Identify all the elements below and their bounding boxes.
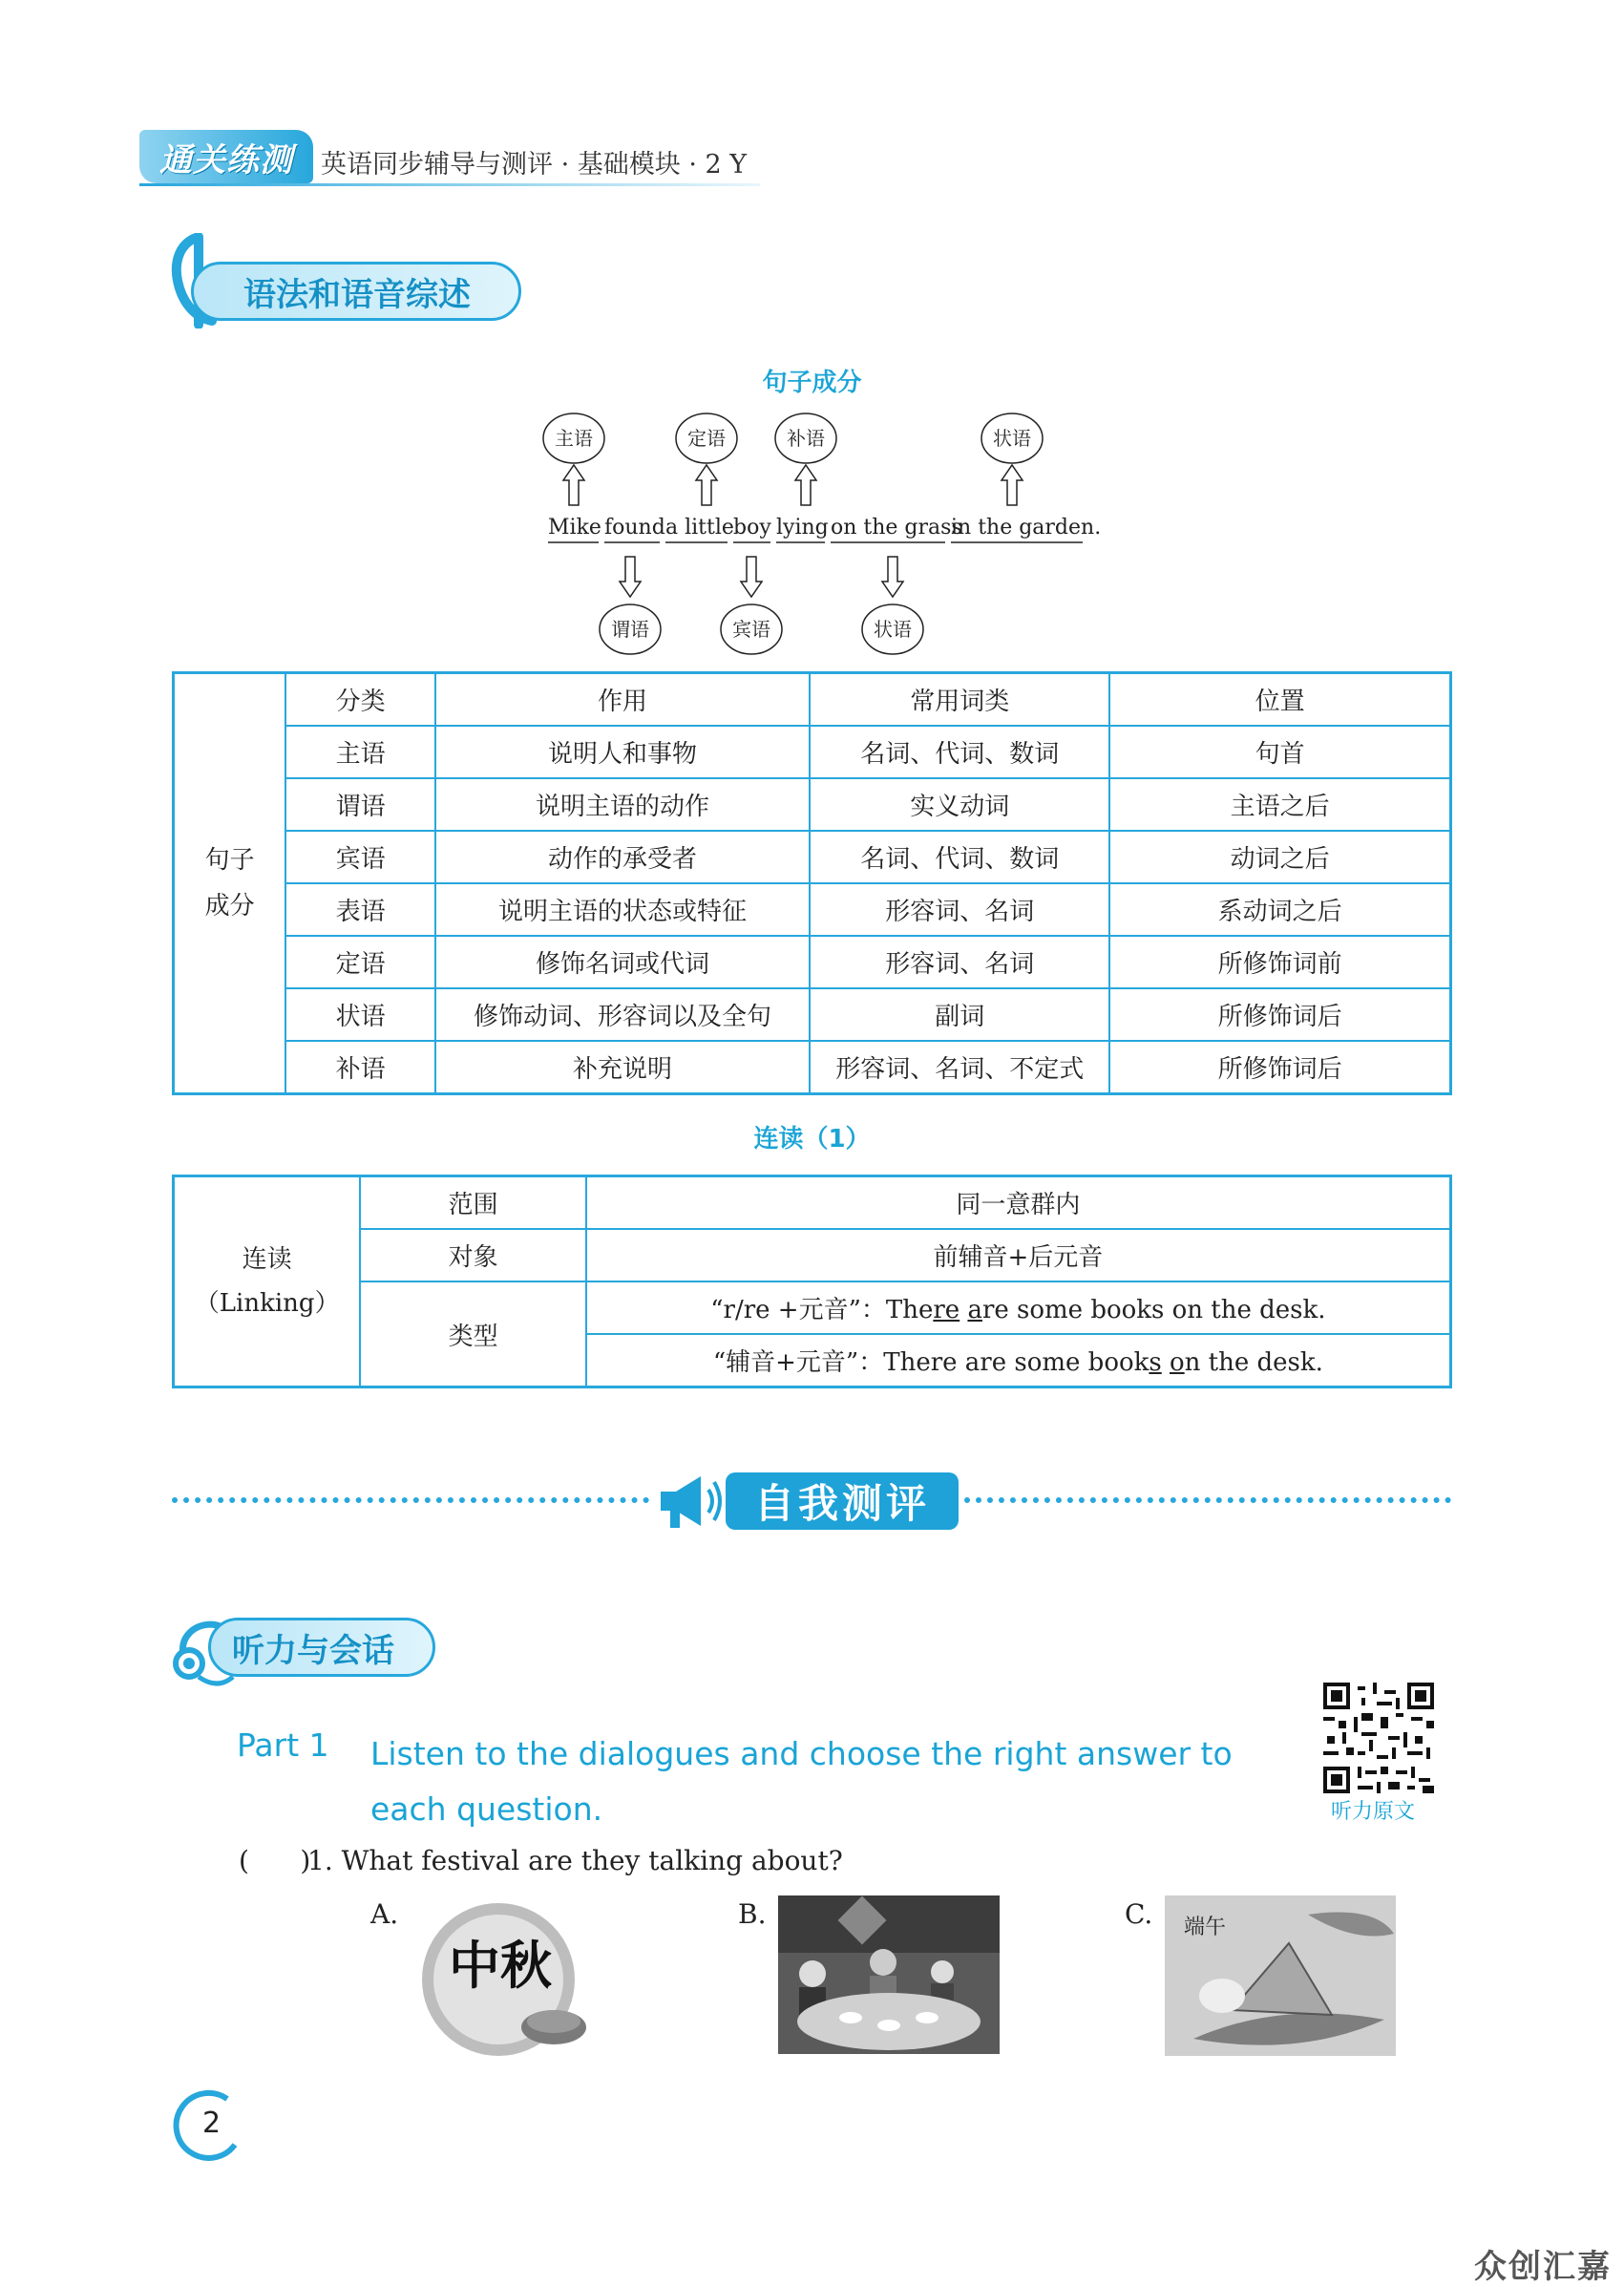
table-cell: 所修饰词后	[1109, 988, 1450, 1041]
column-header: 作用	[435, 673, 810, 727]
part-1-label: Part 1	[237, 1726, 329, 1764]
table-cell: 说明主语的状态或特征	[435, 883, 810, 936]
word-lying: lying	[776, 516, 829, 540]
example-text: The	[885, 1296, 934, 1324]
column-header: 常用词类	[810, 673, 1109, 727]
table-cell: 所修饰词前	[1109, 936, 1450, 988]
table-cell: 主语	[285, 726, 435, 778]
svg-text:端午: 端午	[1184, 1916, 1227, 1939]
linked-sound: s	[1149, 1348, 1162, 1377]
table-cell: 形容词、名词	[810, 883, 1109, 936]
table-cell: 句首	[1109, 726, 1450, 778]
top-label-adverbial	[981, 413, 1043, 463]
example-text: There are some book	[883, 1348, 1149, 1377]
linking-title: 连读（1）	[753, 1125, 871, 1154]
bottom-label-object	[721, 604, 782, 654]
column-header: 分类	[285, 673, 435, 727]
table-row	[174, 726, 1451, 778]
option-c-label[interactable]: C.	[1125, 1898, 1153, 1930]
linking-rule: “辅音+元音”：	[712, 1348, 884, 1377]
qr-code-icon[interactable]	[1323, 1683, 1434, 1793]
header-title: 英语同步辅导与测评 · 基础模块 · 2 Y	[321, 150, 748, 180]
table-cell: 所修饰词后	[1109, 1041, 1450, 1094]
family-dinner-image[interactable]	[778, 1895, 1000, 2054]
table-cell: 修饰名词或代词	[435, 936, 810, 988]
row-header-cell	[174, 673, 286, 1094]
row-header: 句子成分	[204, 846, 255, 921]
part-1-instruction: Listen to the dialogues and choose the right answer to each question.	[370, 1735, 1233, 1828]
table-row	[174, 936, 1451, 988]
table-cell: 实义动词	[810, 778, 1109, 831]
top-label-attribute	[676, 413, 737, 463]
table-cell: 形容词、名词、不定式	[810, 1041, 1109, 1094]
table-cell: 说明人和事物	[435, 726, 810, 778]
self-evaluation-title: 自我测评	[726, 1472, 959, 1530]
watermark: 众创汇嘉	[1474, 2248, 1612, 2286]
table-cell: 形容词、名词	[810, 936, 1109, 988]
header-logo: 通关练测	[139, 130, 313, 183]
table-cell: 副词	[810, 988, 1109, 1041]
svg-text:宾语: 宾语	[732, 618, 770, 641]
svg-text:谓语: 谓语	[611, 618, 649, 641]
table-row	[174, 673, 1451, 727]
table-cell: 表语	[285, 883, 435, 936]
table-cell: 范围	[360, 1176, 585, 1230]
option-a-label[interactable]: A.	[370, 1898, 399, 1930]
row-header-cell	[174, 1176, 361, 1387]
column-header: 位置	[1109, 673, 1450, 727]
table-cell: 状语	[285, 988, 435, 1041]
table-row	[174, 883, 1451, 936]
svg-text:中秋: 中秋	[449, 1935, 552, 1996]
word-on-the-grass: on the grass	[831, 516, 962, 540]
question-1	[239, 1845, 843, 1876]
table-row	[174, 1281, 1451, 1334]
word-boy: boy	[733, 516, 771, 540]
word-found: found	[604, 516, 665, 540]
mid-autumn-image[interactable]	[411, 1895, 611, 2058]
table-row	[174, 1229, 1451, 1281]
table-cell: 系动词之后	[1109, 883, 1450, 936]
example-text: re some books on the desk.	[981, 1296, 1326, 1324]
svg-text:补语: 补语	[787, 427, 825, 450]
linked-sound: a	[967, 1296, 982, 1324]
sentence-component-diagram	[535, 406, 1107, 664]
svg-text:定语: 定语	[687, 427, 726, 450]
table-cell: 名词、代词、数词	[810, 726, 1109, 778]
table-cell: 动作的承受者	[435, 831, 810, 883]
table-row	[174, 1041, 1451, 1094]
table-cell: 补充说明	[435, 1041, 810, 1094]
table-cell: 类型	[360, 1281, 585, 1387]
table-cell: 名词、代词、数词	[810, 831, 1109, 883]
word-mike: Mike	[548, 516, 601, 540]
page-number: 2	[202, 2107, 221, 2140]
row-header: 连读	[242, 1245, 292, 1274]
linking-rule: “r/re +元音”：	[710, 1296, 886, 1324]
dotted-divider-left	[172, 1497, 649, 1503]
dotted-divider-right	[964, 1497, 1451, 1503]
table-cell: 补语	[285, 1041, 435, 1094]
table-row	[174, 988, 1451, 1041]
svg-text:主语: 主语	[555, 427, 593, 450]
table-cell: 修饰动词、形容词以及全句	[435, 988, 810, 1041]
table-row	[174, 1176, 1451, 1230]
qr-caption: 听力原文	[1331, 1800, 1416, 1824]
example-text: n the desk.	[1184, 1348, 1323, 1377]
bottom-label-predicate	[600, 604, 661, 654]
listening-section-title: 听力与会话	[208, 1618, 435, 1677]
linked-sound: o	[1170, 1348, 1185, 1377]
linked-sound: re	[933, 1296, 960, 1324]
bottom-label-adverbial	[862, 604, 923, 654]
row-header-en: （Linking）	[194, 1289, 340, 1318]
table-cell: 宾语	[285, 831, 435, 883]
word-in-the-garden: in the garden.	[951, 516, 1102, 540]
table-cell: 对象	[360, 1229, 585, 1281]
table-cell	[586, 1281, 1451, 1334]
top-label-subject	[543, 413, 604, 463]
diagram-title: 句子成分	[762, 369, 862, 397]
table-row	[174, 778, 1451, 831]
header-underline	[139, 183, 760, 186]
answer-blank[interactable]: ( )	[239, 1845, 311, 1876]
table-cell: 定语	[285, 936, 435, 988]
question-text: 1. What festival are they talking about?	[307, 1845, 843, 1876]
sentence-components-table	[172, 671, 1452, 1095]
top-label-complement	[775, 413, 836, 463]
table-cell: 谓语	[285, 778, 435, 831]
table-cell: 说明主语的动作	[435, 778, 810, 831]
table-cell: 前辅音+后元音	[586, 1229, 1451, 1281]
svg-text:状语: 状语	[993, 427, 1031, 450]
table-row	[174, 831, 1451, 883]
table-cell: 主语之后	[1109, 778, 1450, 831]
option-b-label[interactable]: B.	[738, 1898, 767, 1930]
table-cell	[586, 1334, 1451, 1387]
megaphone-icon	[655, 1471, 728, 1532]
svg-text:状语: 状语	[874, 618, 912, 641]
word-a-little: a little	[665, 516, 734, 540]
linking-table	[172, 1175, 1452, 1388]
dragon-boat-image[interactable]	[1165, 1895, 1396, 2056]
grammar-section-title: 语法和语音综述	[191, 262, 521, 321]
table-cell: 同一意群内	[586, 1176, 1451, 1230]
table-cell: 动词之后	[1109, 831, 1450, 883]
